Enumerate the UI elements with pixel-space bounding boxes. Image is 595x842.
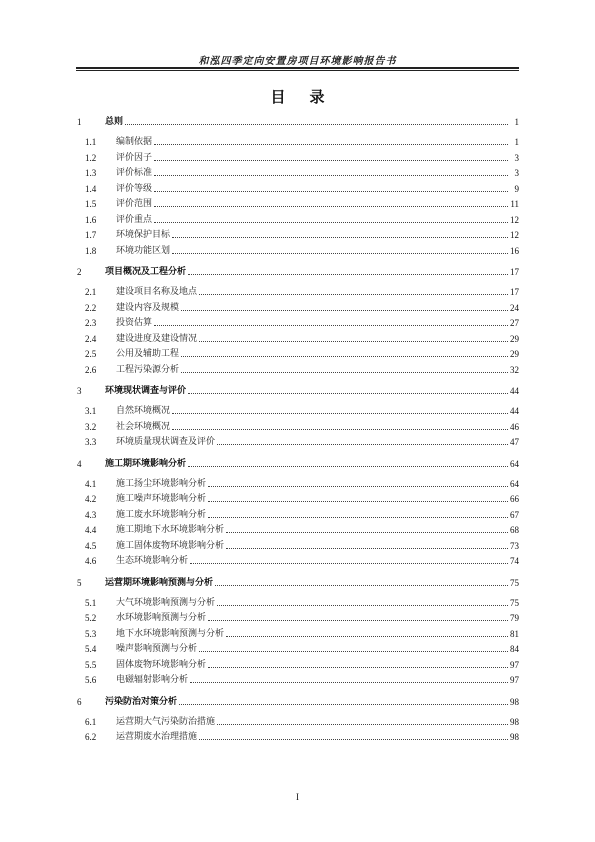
dot-leader xyxy=(190,563,508,564)
toc-entry-number: 4.5 xyxy=(85,540,97,551)
toc-section-entry[interactable] xyxy=(0,348,595,360)
dot-leader xyxy=(188,274,508,275)
toc-entry-number: 5.3 xyxy=(85,628,97,639)
toc-entry-title: 电磁辐射影响分析 xyxy=(116,675,189,685)
dot-leader xyxy=(154,191,508,192)
toc-entry-title: 投资估算 xyxy=(116,318,153,328)
toc-entry-page: 17 xyxy=(510,287,519,297)
toc-entry-page: 29 xyxy=(510,333,519,344)
toc-section-entry[interactable] xyxy=(0,245,595,257)
toc-entry-page: 98 xyxy=(510,696,519,707)
dot-leader xyxy=(154,160,508,161)
toc-section-entry[interactable] xyxy=(0,674,595,686)
dot-leader xyxy=(172,429,508,430)
toc-entry-title: 水环境影响预测与分析 xyxy=(116,613,207,623)
toc-entry-number: 3 xyxy=(77,386,82,396)
toc-entry-page: 17 xyxy=(510,267,519,277)
dot-leader xyxy=(179,704,508,705)
dot-leader xyxy=(208,620,508,621)
toc-section-entry[interactable] xyxy=(0,436,595,448)
toc-section-entry[interactable] xyxy=(0,540,595,552)
toc-entry-page: 68 xyxy=(510,525,519,535)
toc-entry-title: 评价范围 xyxy=(116,199,153,209)
toc-entry-title: 施工扬尘环境影响分析 xyxy=(116,478,207,489)
toc-section-entry[interactable] xyxy=(0,555,595,567)
dot-leader xyxy=(190,682,508,683)
toc-entry-number: 5 xyxy=(77,577,82,588)
toc-entry-page: 32 xyxy=(510,364,519,375)
toc-entry-page: 98 xyxy=(510,716,519,727)
toc-chapter-entry[interactable] xyxy=(0,385,595,397)
toc-chapter-entry[interactable] xyxy=(0,266,595,278)
toc-entry-title: 总则 xyxy=(105,117,124,127)
toc-entry-page: 79 xyxy=(510,613,519,623)
toc-entry-title: 评价重点 xyxy=(116,214,153,225)
toc-entry-title: 固体废物环境影响分析 xyxy=(116,659,207,670)
dot-leader xyxy=(181,356,508,357)
toc-section-entry[interactable] xyxy=(0,612,595,624)
toc-entry-number: 5.6 xyxy=(85,675,97,685)
toc-section-entry[interactable] xyxy=(0,731,595,743)
toc-entry-title: 环境保护目标 xyxy=(116,230,171,240)
dot-leader xyxy=(208,501,508,502)
dot-leader xyxy=(208,517,508,518)
toc-section-entry[interactable] xyxy=(0,716,595,728)
toc-entry-page: 81 xyxy=(510,628,519,639)
toc-entry-page: 84 xyxy=(510,644,519,654)
toc-entry-title: 建设项目名称及地点 xyxy=(116,287,198,297)
page-number: I xyxy=(296,792,299,802)
toc-entry-number: 4.3 xyxy=(85,509,97,520)
toc-entry-number: 2.5 xyxy=(85,349,97,359)
toc-section-entry[interactable] xyxy=(0,405,595,417)
dot-leader xyxy=(217,605,508,606)
toc-section-entry[interactable] xyxy=(0,333,595,345)
toc-entry-page: 97 xyxy=(510,659,519,670)
toc-section-entry[interactable] xyxy=(0,317,595,329)
toc-section-entry[interactable] xyxy=(0,286,595,298)
dot-leader xyxy=(226,636,508,637)
toc-entry-title: 施工期地下水环境影响分析 xyxy=(116,525,225,535)
dot-leader xyxy=(226,548,508,549)
toc-entry-title: 环境现状调查与评价 xyxy=(105,386,187,396)
dot-leader xyxy=(208,667,508,668)
toc-section-entry[interactable] xyxy=(0,136,595,148)
toc-entry-number: 4.6 xyxy=(85,556,97,566)
toc-entry-page: 16 xyxy=(510,245,519,256)
toc-entry-title: 施工废水环境影响分析 xyxy=(116,509,207,520)
toc-entry-page: 1 xyxy=(514,137,519,147)
dot-leader xyxy=(215,585,508,586)
dot-leader xyxy=(154,325,508,326)
toc-entry-number: 4.2 xyxy=(85,494,97,504)
toc-section-entry[interactable] xyxy=(0,167,595,179)
toc-entry-number: 2.3 xyxy=(85,318,97,328)
toc-section-entry[interactable] xyxy=(0,509,595,521)
toc-entry-number: 2.4 xyxy=(85,333,97,344)
toc-entry-title: 建设进度及建设情况 xyxy=(116,333,198,344)
toc-entry-page: 27 xyxy=(510,318,519,328)
toc-entry-title: 评价等级 xyxy=(116,183,153,194)
toc-entry-number: 4.1 xyxy=(85,478,97,489)
toc-entry-page: 64 xyxy=(510,478,519,489)
toc-section-entry[interactable] xyxy=(0,421,595,433)
dot-leader xyxy=(172,413,508,414)
toc-entry-page: 11 xyxy=(510,199,519,209)
dot-leader xyxy=(188,466,508,467)
toc-chapter-entry[interactable] xyxy=(0,116,595,128)
toc-entry-title: 运营期环境影响预测与分析 xyxy=(105,577,214,588)
toc-entry-number: 1.7 xyxy=(85,230,97,240)
toc-entry-title: 评价因子 xyxy=(116,152,153,163)
toc-entry-number: 4.4 xyxy=(85,525,97,535)
toc-entry-page: 67 xyxy=(510,509,519,520)
toc-entry-number: 4 xyxy=(77,458,82,469)
dot-leader xyxy=(217,444,508,445)
toc-entry-page: 75 xyxy=(510,597,519,608)
toc-entry-page: 29 xyxy=(510,349,519,359)
toc-entry-number: 1 xyxy=(77,117,82,127)
toc-entry-title: 运营期大气污染防治措施 xyxy=(116,716,216,727)
toc-entry-number: 1.6 xyxy=(85,214,97,225)
toc-entry-number: 5.2 xyxy=(85,613,97,623)
toc-entry-title: 编制依据 xyxy=(116,137,153,147)
toc-entry-title: 运营期废水治理措施 xyxy=(116,732,198,742)
toc-entry-number: 1.3 xyxy=(85,168,97,178)
toc-section-entry[interactable] xyxy=(0,643,595,655)
toc-entry-title: 污染防治对策分析 xyxy=(105,696,178,707)
toc-entry-number: 2.6 xyxy=(85,364,97,375)
dot-leader xyxy=(154,144,508,145)
toc-section-entry[interactable] xyxy=(0,597,595,609)
toc-entry-title: 建设内容及规模 xyxy=(116,302,180,313)
dot-leader xyxy=(181,372,508,373)
toc-entry-page: 46 xyxy=(510,421,519,432)
dot-leader xyxy=(181,310,508,311)
toc-entry-title: 噪声影响预测与分析 xyxy=(116,644,198,654)
toc-entry-title: 工程污染源分析 xyxy=(116,364,180,375)
dot-leader xyxy=(226,532,508,533)
toc-chapter-entry[interactable] xyxy=(0,696,595,708)
dot-leader xyxy=(217,724,508,725)
toc-entry-title: 施工期环境影响分析 xyxy=(105,458,187,469)
toc-entry-page: 97 xyxy=(510,675,519,685)
toc-entry-title: 地下水环境影响预测与分析 xyxy=(116,628,225,639)
toc-entry-page: 74 xyxy=(510,556,519,566)
toc-entry-number: 5.5 xyxy=(85,659,97,670)
toc-entry-page: 3 xyxy=(514,152,519,163)
dot-leader xyxy=(154,222,508,223)
toc-entry-page: 75 xyxy=(510,577,519,588)
toc-entry-title: 社会环境概况 xyxy=(116,421,171,432)
toc-entry-page: 24 xyxy=(510,302,519,313)
toc-entry-page: 44 xyxy=(510,386,519,396)
toc-entry-number: 2 xyxy=(77,267,82,277)
toc-section-entry[interactable] xyxy=(0,183,595,195)
dot-leader xyxy=(199,294,508,295)
dot-leader xyxy=(172,237,508,238)
toc-section-entry[interactable] xyxy=(0,524,595,536)
toc-entry-title: 生态环境影响分析 xyxy=(116,556,189,566)
toc-entry-title: 公用及辅助工程 xyxy=(116,349,180,359)
toc-section-entry[interactable] xyxy=(0,628,595,640)
toc-entry-number: 2.1 xyxy=(85,287,97,297)
toc-section-entry[interactable] xyxy=(0,493,595,505)
dot-leader xyxy=(154,206,508,207)
toc-entry-number: 1.5 xyxy=(85,199,97,209)
toc-entry-title: 自然环境概况 xyxy=(116,406,171,416)
toc-entry-number: 6.1 xyxy=(85,716,97,727)
toc-entry-number: 1.1 xyxy=(85,137,97,147)
toc-entry-page: 98 xyxy=(510,732,519,742)
toc-entry-number: 6.2 xyxy=(85,732,97,742)
toc-section-entry[interactable] xyxy=(0,214,595,226)
toc-entry-number: 3.3 xyxy=(85,437,97,447)
dot-leader xyxy=(154,175,508,176)
toc-entry-number: 5.1 xyxy=(85,597,97,608)
toc-entry-page: 44 xyxy=(510,406,519,416)
toc-entry-title: 项目概况及工程分析 xyxy=(105,267,187,277)
toc-entry-number: 6 xyxy=(77,696,82,707)
toc-entry-page: 66 xyxy=(510,494,519,504)
toc-entry-title: 施工噪声环境影响分析 xyxy=(116,494,207,504)
dot-leader xyxy=(199,651,508,652)
toc-entry-page: 73 xyxy=(510,540,519,551)
toc-entry-page: 3 xyxy=(514,168,519,178)
toc-entry-number: 3.2 xyxy=(85,421,97,432)
toc-chapter-entry[interactable] xyxy=(0,577,595,589)
toc-entry-number: 1.4 xyxy=(85,183,97,194)
toc-entry-title: 大气环境影响预测与分析 xyxy=(116,597,216,608)
toc-section-entry[interactable] xyxy=(0,364,595,376)
toc-entry-page: 1 xyxy=(514,117,519,127)
dot-leader xyxy=(125,124,508,125)
toc-section-entry[interactable] xyxy=(0,302,595,314)
toc-title: 目录 xyxy=(270,88,349,106)
toc-entry-number: 3.1 xyxy=(85,406,97,416)
toc-entry-title: 施工固体废物环境影响分析 xyxy=(116,540,225,551)
toc-entry-title: 评价标准 xyxy=(116,168,153,178)
toc-entry-page: 64 xyxy=(510,458,519,469)
toc-section-entry[interactable] xyxy=(0,198,595,210)
toc-entry-page: 9 xyxy=(514,183,519,194)
toc-section-entry[interactable] xyxy=(0,229,595,241)
dot-leader xyxy=(199,341,508,342)
toc-entry-title: 环境功能区划 xyxy=(116,245,171,256)
toc-entry-number: 5.4 xyxy=(85,644,97,654)
dot-leader xyxy=(208,486,508,487)
toc-section-entry[interactable] xyxy=(0,659,595,671)
toc-entry-page: 12 xyxy=(510,230,519,240)
dot-leader xyxy=(199,739,508,740)
toc-entry-number: 1.2 xyxy=(85,152,97,163)
toc-entry-page: 47 xyxy=(510,437,519,447)
toc-section-entry[interactable] xyxy=(0,478,595,490)
toc-section-entry[interactable] xyxy=(0,152,595,164)
toc-entry-page: 12 xyxy=(510,214,519,225)
toc-entry-number: 1.8 xyxy=(85,245,97,256)
toc-entry-number: 2.2 xyxy=(85,302,97,313)
dot-leader xyxy=(188,393,508,394)
dot-leader xyxy=(172,253,508,254)
running-header: 和泓四季定向安置房项目环境影响报告书 xyxy=(198,56,397,67)
toc-chapter-entry[interactable] xyxy=(0,458,595,470)
toc-entry-title: 环境质量现状调查及评价 xyxy=(116,437,216,447)
